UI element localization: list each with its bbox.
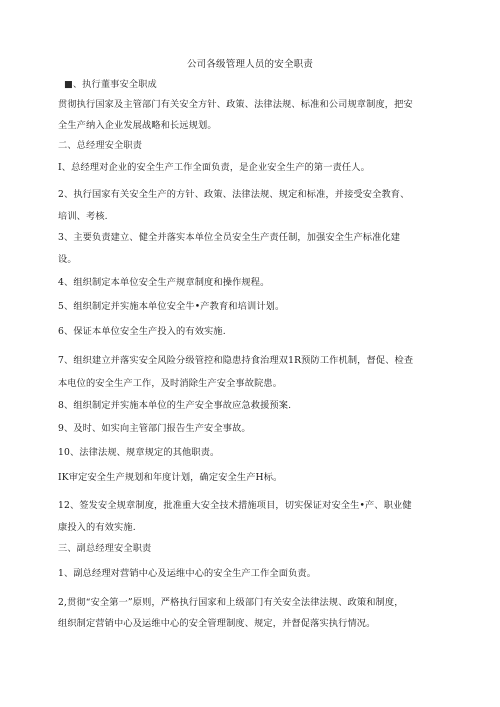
document-title: 公司各级管理人员的安全职责 <box>186 59 314 70</box>
section-heading-executive-director: ■、执行董事安全职成 <box>64 79 157 90</box>
paragraph-line: 组织制定营销中心及运维中心的安全管理制度、规定，并督促落实执行情况。 <box>58 618 376 629</box>
section-heading-deputy-general-manager: 三、副总经理安全职责 <box>58 543 152 554</box>
paragraph-line: 2,贯彻“安全第一”原则，严格执行国家和上级部门有关安全法律法规、政策和制度， <box>58 597 404 608</box>
paragraph-line: 5、组织制定并实施本单位安全牛•产教育和培训计划。 <box>58 301 285 312</box>
paragraph-line: IK审定安全生产规划和年度计划，确定安全生产H标。 <box>58 472 283 483</box>
paragraph-line: 1、副总经理对营销中心及运维中心的安全生产工作全面负责。 <box>58 568 317 579</box>
paragraph-line: 2、执行国家有关安全生产的方针、政策、法律法规、规定和标准，并接受安全教育、 <box>58 189 410 200</box>
paragraph-line: I、总经理对企业的安全生产工作全面负责，是企业安全生产的第一责任人。 <box>58 162 370 173</box>
paragraph-line: 4、组织制定本单位安全生产规章制度和操作规程。 <box>58 277 270 288</box>
paragraph-line: 本电位的安全生产工作，及时消除生产安全事故院患。 <box>58 378 283 389</box>
paragraph-line: 3、主要负责建立、健全并落实本单位全员安全生产责任制，加强安全生产标准化建 <box>58 232 401 243</box>
paragraph-line: 12、签发安全规章制度，批准重大安全技术措施项目，切实保证对安全生•产、职业健 <box>58 500 412 511</box>
paragraph-line: 9、及时、如实向主管部门报告生产安全事故。 <box>58 423 251 434</box>
paragraph-line: 培训、考核. <box>58 211 108 222</box>
section-heading-general-manager: 二、总经理安全职责 <box>58 140 143 151</box>
paragraph-line: 7、组织建立并落实安全风险分级管控和隐患持食治理双1R预防工作机制，督促、检查 <box>58 355 414 366</box>
paragraph-line: 8、组织制定并实施本单位的生产安全事故应急救援预案. <box>58 400 292 411</box>
paragraph-line: 贯彻执行国家及主管部门有关安全方针、政策、法律法规、标准和公司规章制度，把安 <box>58 99 413 110</box>
paragraph-line: 设。 <box>58 254 77 265</box>
paragraph-line: 康投入的有效实施. <box>58 522 136 533</box>
paragraph-line: 10、法律法规、规章规定的其他职责。 <box>58 447 220 458</box>
paragraph-line: 全生产纳入企业发展战略和长远规划。 <box>58 120 217 131</box>
paragraph-line: 6、保证本单位安全生产投入的有效实施. <box>58 326 226 337</box>
